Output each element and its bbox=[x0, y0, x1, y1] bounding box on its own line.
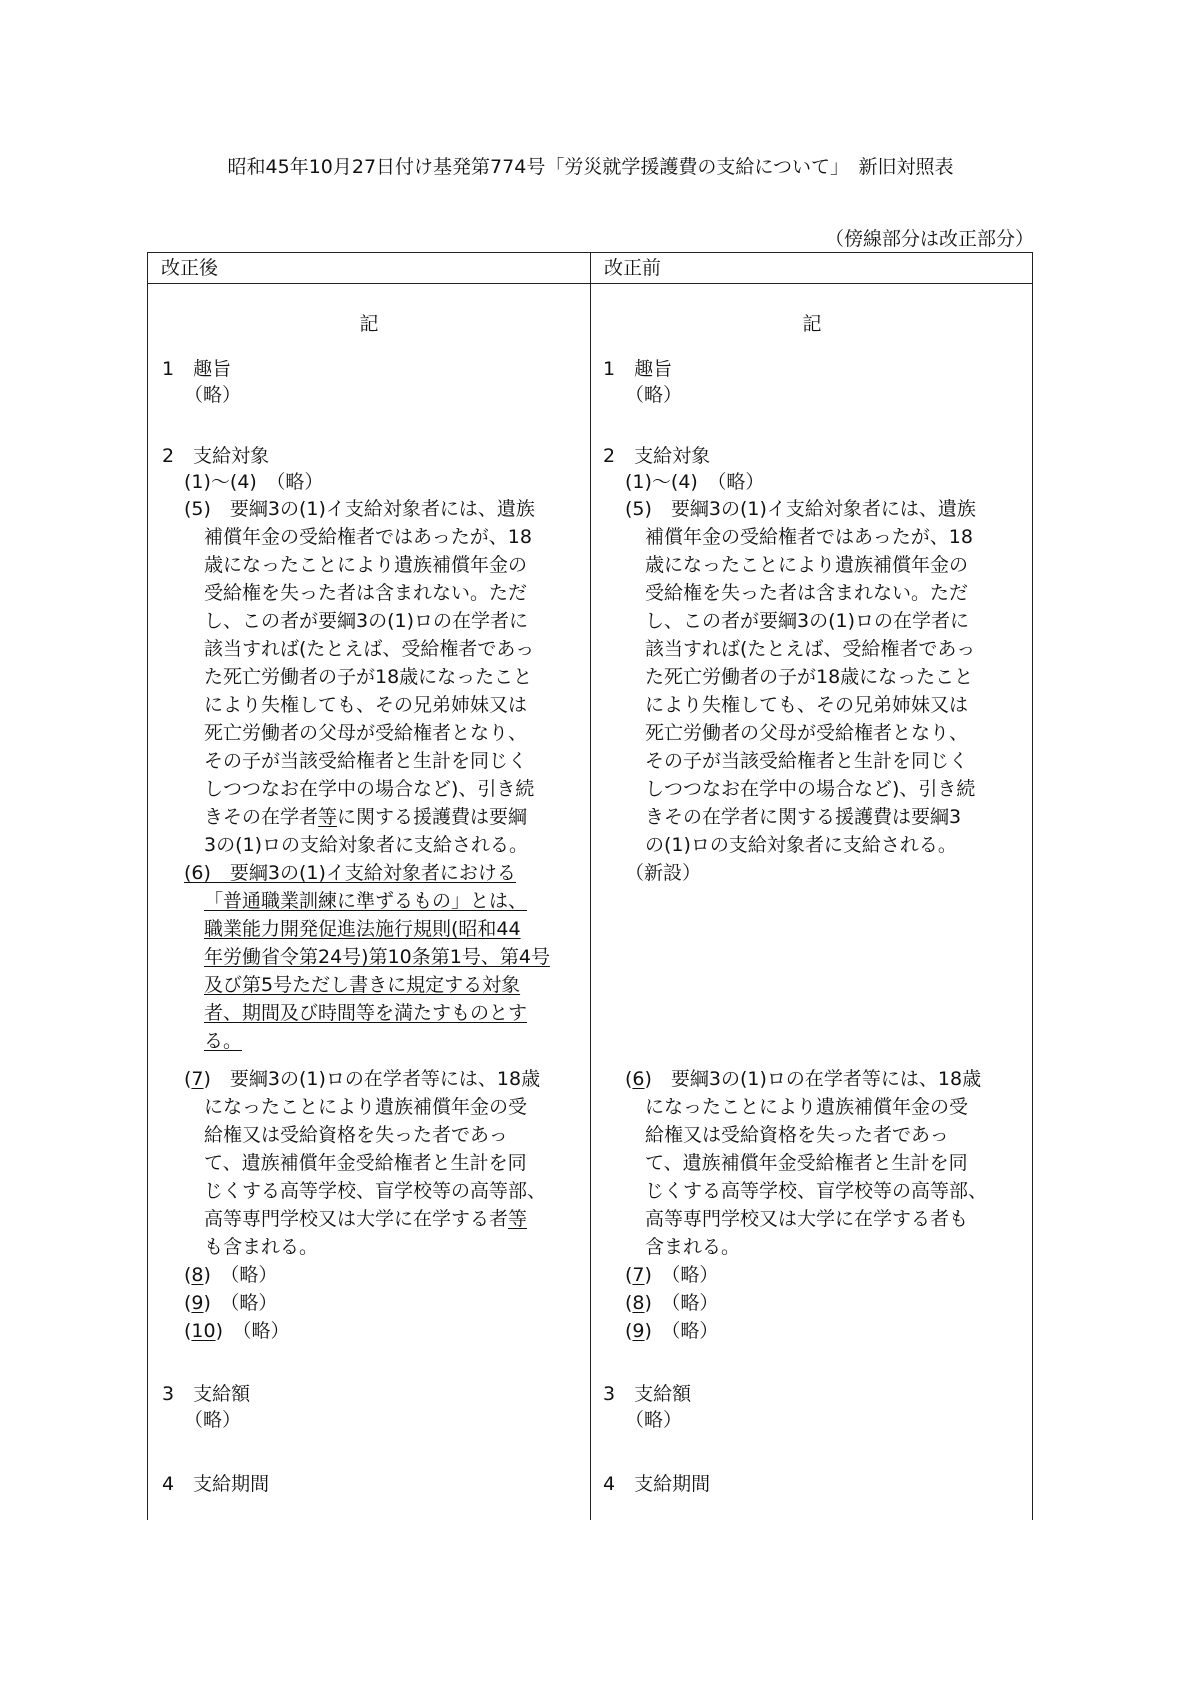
item-5-line: た死亡労働者の子が18歳になったこと bbox=[204, 666, 533, 688]
item-7-line: 高等専門学校又は大学に在学する者等 bbox=[204, 1208, 528, 1230]
item-7-line: じくする高等学校、盲学校等の高等部、 bbox=[204, 1180, 547, 1202]
renumbered-digit: 6 bbox=[632, 1068, 645, 1090]
item-10: (10) （略） bbox=[184, 1320, 290, 1342]
column-header-before: 改正前 bbox=[604, 257, 662, 279]
section-4-heading: 4 支給期間 bbox=[162, 1473, 270, 1495]
item-5-line: (5) 要綱3の(1)イ支給対象者には、遺族 bbox=[184, 498, 535, 520]
item-6-line: 「普通職業訓練に準ずるもの」とは、 bbox=[204, 890, 528, 912]
item-5-line: た死亡労働者の子が18歳になったこと bbox=[645, 666, 974, 688]
item-5-line: し、この者が要綱3の(1)ロの在学者に bbox=[645, 610, 970, 632]
item-6-line: (6) 要綱3の(1)ロの在学者等には、18歳 bbox=[625, 1068, 982, 1090]
item-6-line: 年労働省令第24号)第10条第1号、第4号 bbox=[204, 946, 550, 968]
item-6-line: 給権又は受給資格を失った者であっ bbox=[645, 1124, 949, 1146]
item-5-line: しつつなお在学中の場合など)、引き続 bbox=[645, 778, 976, 800]
item-5-line: 受給権を失った者は含まれない。ただ bbox=[645, 582, 969, 604]
item-7-line: (7) 要綱3の(1)ロの在学者等には、18歳 bbox=[184, 1068, 541, 1090]
item-6-line: 高等専門学校又は大学に在学する者も bbox=[645, 1208, 969, 1230]
ki-heading: 記 bbox=[359, 313, 379, 335]
section-2-heading: 2 支給対象 bbox=[162, 445, 270, 467]
item-5-line: 補償年金の受給権者ではあったが、18 bbox=[204, 526, 532, 548]
renumbered-digit: 7 bbox=[191, 1068, 204, 1090]
section-3-heading: 3 支給額 bbox=[162, 1383, 251, 1405]
item-5-line: の(1)ロの支給対象者に支給される。 bbox=[645, 834, 957, 856]
section-4-heading: 4 支給期間 bbox=[603, 1473, 711, 1495]
underline-note: （傍線部分は改正部分） bbox=[824, 228, 1034, 250]
section-1-body: （略） bbox=[625, 384, 683, 406]
item-7: (7) （略） bbox=[625, 1264, 719, 1286]
item-5-line: きその在学者等に関する援護費は要綱 bbox=[204, 806, 528, 828]
item-6-line: 及び第5号ただし書きに規定する対象 bbox=[204, 974, 521, 996]
section-1-heading: 1 趣旨 bbox=[162, 358, 232, 380]
section-1-body: （略） bbox=[184, 384, 242, 406]
item-6-line: 含まれる。 bbox=[645, 1236, 741, 1258]
item-6-line: (6) 要綱3の(1)イ支給対象者における bbox=[184, 862, 516, 884]
section-3-body: （略） bbox=[184, 1409, 242, 1431]
ki-heading: 記 bbox=[802, 313, 822, 335]
item-5-line: により失権しても、その兄弟姉妹又は bbox=[204, 694, 528, 716]
item-1-4: (1)～(4) （略） bbox=[625, 471, 765, 493]
section-1-heading: 1 趣旨 bbox=[603, 358, 673, 380]
new-item-placeholder: （新設） bbox=[625, 862, 702, 884]
item-9: (9) （略） bbox=[184, 1292, 278, 1314]
comparison-table bbox=[147, 252, 1033, 1520]
column-header-after: 改正後 bbox=[161, 257, 219, 279]
item-5-line: しつつなお在学中の場合など)、引き続 bbox=[204, 778, 535, 800]
item-5-line: により失権しても、その兄弟姉妹又は bbox=[645, 694, 969, 716]
item-7-line: て、遺族補償年金受給権者と生計を同 bbox=[204, 1152, 527, 1174]
column-before bbox=[591, 253, 1033, 1520]
item-6-line: じくする高等学校、盲学校等の高等部、 bbox=[645, 1180, 988, 1202]
item-5-line: 死亡労働者の父母が受給権者となり、 bbox=[204, 722, 528, 744]
section-3-heading: 3 支給額 bbox=[603, 1383, 692, 1405]
document-title: 昭和45年10月27日付け基発第774号「労災就学援護費の支給について」 新旧対照表 bbox=[227, 156, 954, 178]
section-2-heading: 2 支給対象 bbox=[603, 445, 711, 467]
item-6-line: 者、期間及び時間等を満たすものとす bbox=[204, 1002, 528, 1024]
item-8: (8) （略） bbox=[184, 1264, 278, 1286]
underlined-change: 等 bbox=[508, 1208, 528, 1230]
section-3-body: （略） bbox=[625, 1409, 683, 1431]
item-5-line: し、この者が要綱3の(1)ロの在学者に bbox=[204, 610, 529, 632]
item-5-line: 歳になったことにより遺族補償年金の bbox=[204, 554, 528, 576]
item-9: (9) （略） bbox=[625, 1320, 719, 1342]
item-6-line: 職業能力開発促進法施行規則(昭和44 bbox=[204, 918, 521, 940]
item-6-line: て、遺族補償年金受給権者と生計を同 bbox=[645, 1152, 968, 1174]
item-5-line: 補償年金の受給権者ではあったが、18 bbox=[645, 526, 973, 548]
item-5-line: その子が当該受給権者と生計を同じく bbox=[645, 750, 969, 772]
item-5-line: きその在学者に関する援護費は要綱3 bbox=[645, 806, 962, 828]
underlined-change: 等 bbox=[318, 806, 338, 828]
item-5-line: 歳になったことにより遺族補償年金の bbox=[645, 554, 969, 576]
item-5-line: 該当すれば(たとえば、受給権者であっ bbox=[645, 638, 976, 660]
item-5-line: 3の(1)ロの支給対象者に支給される。 bbox=[204, 834, 529, 856]
item-7-line: 給権又は受給資格を失った者であっ bbox=[204, 1124, 508, 1146]
item-6-line: になったことにより遺族補償年金の受 bbox=[645, 1096, 969, 1118]
item-5-line: 受給権を失った者は含まれない。ただ bbox=[204, 582, 528, 604]
item-7-line: になったことにより遺族補償年金の受 bbox=[204, 1096, 528, 1118]
item-5-line: 該当すれば(たとえば、受給権者であっ bbox=[204, 638, 535, 660]
item-8: (8) （略） bbox=[625, 1292, 719, 1314]
item-7-line: も含まれる。 bbox=[204, 1236, 319, 1258]
item-5-line: その子が当該受給権者と生計を同じく bbox=[204, 750, 528, 772]
item-5-line: (5) 要綱3の(1)イ支給対象者には、遺族 bbox=[625, 498, 976, 520]
item-6-line: る。 bbox=[204, 1030, 243, 1052]
column-after bbox=[148, 253, 590, 1520]
item-5-line: 死亡労働者の父母が受給権者となり、 bbox=[645, 722, 969, 744]
item-1-4: (1)～(4) （略） bbox=[184, 471, 324, 493]
